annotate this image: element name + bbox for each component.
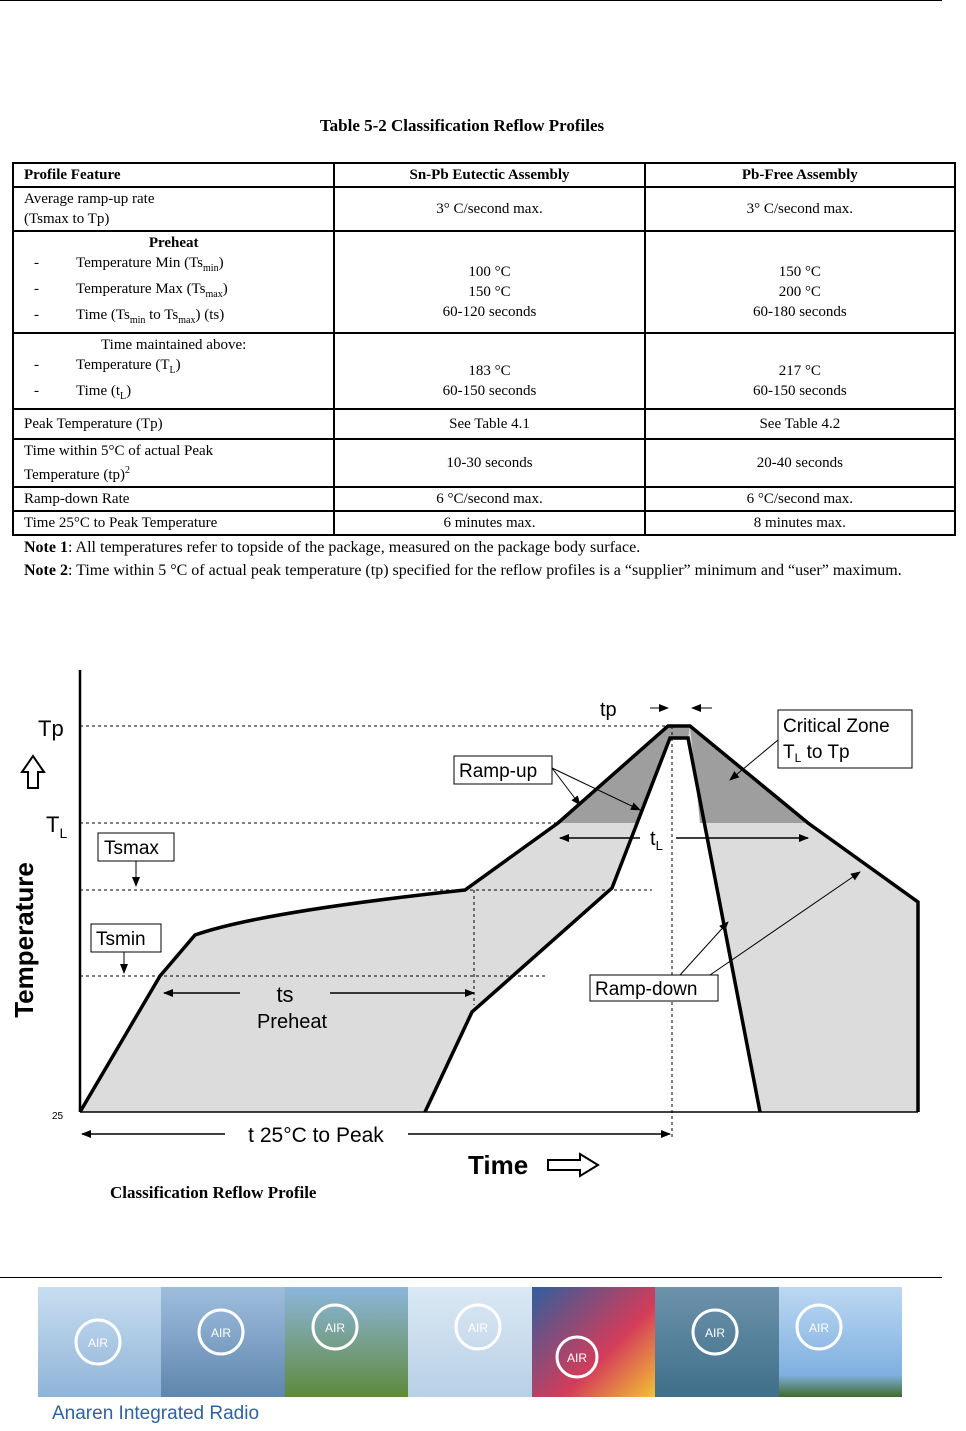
banner-tile <box>38 1287 161 1397</box>
cell-ramp-up-feature <box>13 187 334 231</box>
ramp-up-line2: (Tsmax to Tp) <box>24 211 110 227</box>
cell-within5-pbfree: 20-40 seconds <box>645 439 955 487</box>
note-1: Note 1: All temperatures refer to topside of the package, measured on the package body surface. <box>24 539 641 556</box>
table-title: Table 5-2 Classification Reflow Profiles <box>319 116 605 135</box>
banner-tile <box>655 1287 778 1397</box>
t-to-peak-label: t 25°C to Peak <box>248 1124 384 1147</box>
y-axis-label: Temperature <box>9 862 39 1018</box>
tl-width-label: $t_L$ <box>650 828 663 853</box>
table-row <box>13 487 955 511</box>
cell-peak-pbfree: See Table 4.2 <box>645 409 955 439</box>
preheat-tmax: - Temperature Max $(Ts_{max})$ <box>34 281 228 300</box>
table-header-row <box>13 163 955 187</box>
table-row <box>13 439 955 487</box>
header-profile-feature: Profile Feature <box>13 163 334 187</box>
svg-text:AIR: AIR <box>211 1326 232 1340</box>
svg-text:AIR: AIR <box>705 1326 726 1340</box>
cell-within5-snpb: 10-30 seconds <box>334 439 644 487</box>
banner-tile <box>532 1287 655 1397</box>
cell-ramp-up-pbfree: 3° C/second max. <box>645 187 955 231</box>
table-row <box>13 333 955 409</box>
header-snpb: Sn-Pb Eutectic Assembly <box>334 163 644 187</box>
svg-text:AIR: AIR <box>87 1336 109 1350</box>
cell-maintained-feature <box>13 333 334 409</box>
cell-preheat-snpb: 100 °C 150 °C 60-120 seconds <box>334 231 644 333</box>
preheat-time: - Time ($Ts_{min}$ to $Ts_{max}$) (ts) <box>34 307 225 326</box>
notes <box>24 536 944 582</box>
svg-text:AIR: AIR <box>808 1321 829 1335</box>
banner-tile <box>285 1287 408 1397</box>
cell-ramp-up-snpb: 3° C/second max. <box>334 187 644 231</box>
cell-time-to-peak-pbfree: 8 minutes max. <box>645 511 955 535</box>
ramp-up-label: Ramp-up <box>459 761 538 782</box>
cell-peak-feature: Peak Temperature (Tp) <box>13 409 334 439</box>
x-axis-label: Time <box>468 1150 529 1180</box>
table-row <box>13 231 955 333</box>
cell-ramp-down-pbfree: 6 °C/second max. <box>645 487 955 511</box>
reflow-profile-diagram <box>0 640 966 1180</box>
preheat-label-diagram: Preheat <box>256 1011 328 1033</box>
ramp-down-label: Ramp-down <box>595 979 698 1000</box>
svg-text:AIR: AIR <box>468 1321 489 1335</box>
cell-within5-feature: Time within 5°C of actual Peak Temperature (tp)$^2$ <box>13 439 334 487</box>
banner-tile <box>161 1287 284 1397</box>
tsmin-label: Tsmin <box>96 929 146 950</box>
cell-time-to-peak-feature: Time 25°C to Peak Temperature <box>13 511 334 535</box>
banner-tile <box>779 1287 902 1397</box>
tl-label: $T_L$ <box>46 812 68 841</box>
cell-preheat-pbfree: 150 °C 200 °C 60-180 seconds <box>645 231 955 333</box>
critical-zone-line1: Critical Zone <box>783 716 890 737</box>
cell-ramp-down-feature: Ramp-down Rate <box>13 487 334 511</box>
tp-label: Tp <box>38 716 64 741</box>
svg-text:AIR: AIR <box>566 1351 587 1365</box>
footer-banner <box>38 1287 902 1397</box>
banner-tile <box>408 1287 531 1397</box>
table-row <box>13 187 955 231</box>
ts-label: ts <box>276 982 294 1007</box>
maintained-label: Time maintained above: <box>101 337 247 353</box>
footer-rule <box>0 1277 942 1278</box>
table-row <box>13 511 955 535</box>
cell-time-to-peak-snpb: 6 minutes max. <box>334 511 644 535</box>
maintained-time: - Time $(t_L)$ <box>34 383 132 402</box>
table-row <box>13 409 955 439</box>
svg-text:AIR: AIR <box>324 1321 345 1335</box>
cell-maintained-snpb: 183 °C 60-150 seconds <box>334 333 644 409</box>
cell-preheat-feature <box>13 231 334 333</box>
maintained-temp: - Temperature $(T_L)$ <box>34 357 181 376</box>
reflow-profile-table <box>12 162 956 536</box>
y25-label: 25 <box>52 1111 64 1122</box>
y-axis-arrow-icon <box>22 756 44 788</box>
cell-peak-snpb: See Table 4.1 <box>334 409 644 439</box>
cell-maintained-pbfree: 217 °C 60-150 seconds <box>645 333 955 409</box>
x-axis-arrow-icon <box>548 1154 598 1176</box>
tp-small-label: tp <box>600 699 617 721</box>
critical-zone-line2: $T_L$ to Tp <box>783 742 850 765</box>
note-2: Note 2: Time within 5 °C of actual peak temperature (tp) specified for the reflow profiles is a “supplier” minimum and “user” maximum. <box>24 562 902 579</box>
header-pbfree: Pb-Free Assembly <box>645 163 955 187</box>
tsmax-label: Tsmax <box>104 838 159 859</box>
ramp-up-line1: Average ramp-up rate <box>24 191 155 207</box>
cell-ramp-down-snpb: 6 °C/second max. <box>334 487 644 511</box>
top-rule <box>0 0 942 1</box>
preheat-tmin: - Temperature Min $(Ts_{min})$ <box>34 255 224 274</box>
preheat-label: Preheat <box>148 235 199 251</box>
diagram-caption: Classification Reflow Profile <box>110 1183 317 1202</box>
brand-name: Anaren Integrated Radio <box>52 1403 260 1424</box>
